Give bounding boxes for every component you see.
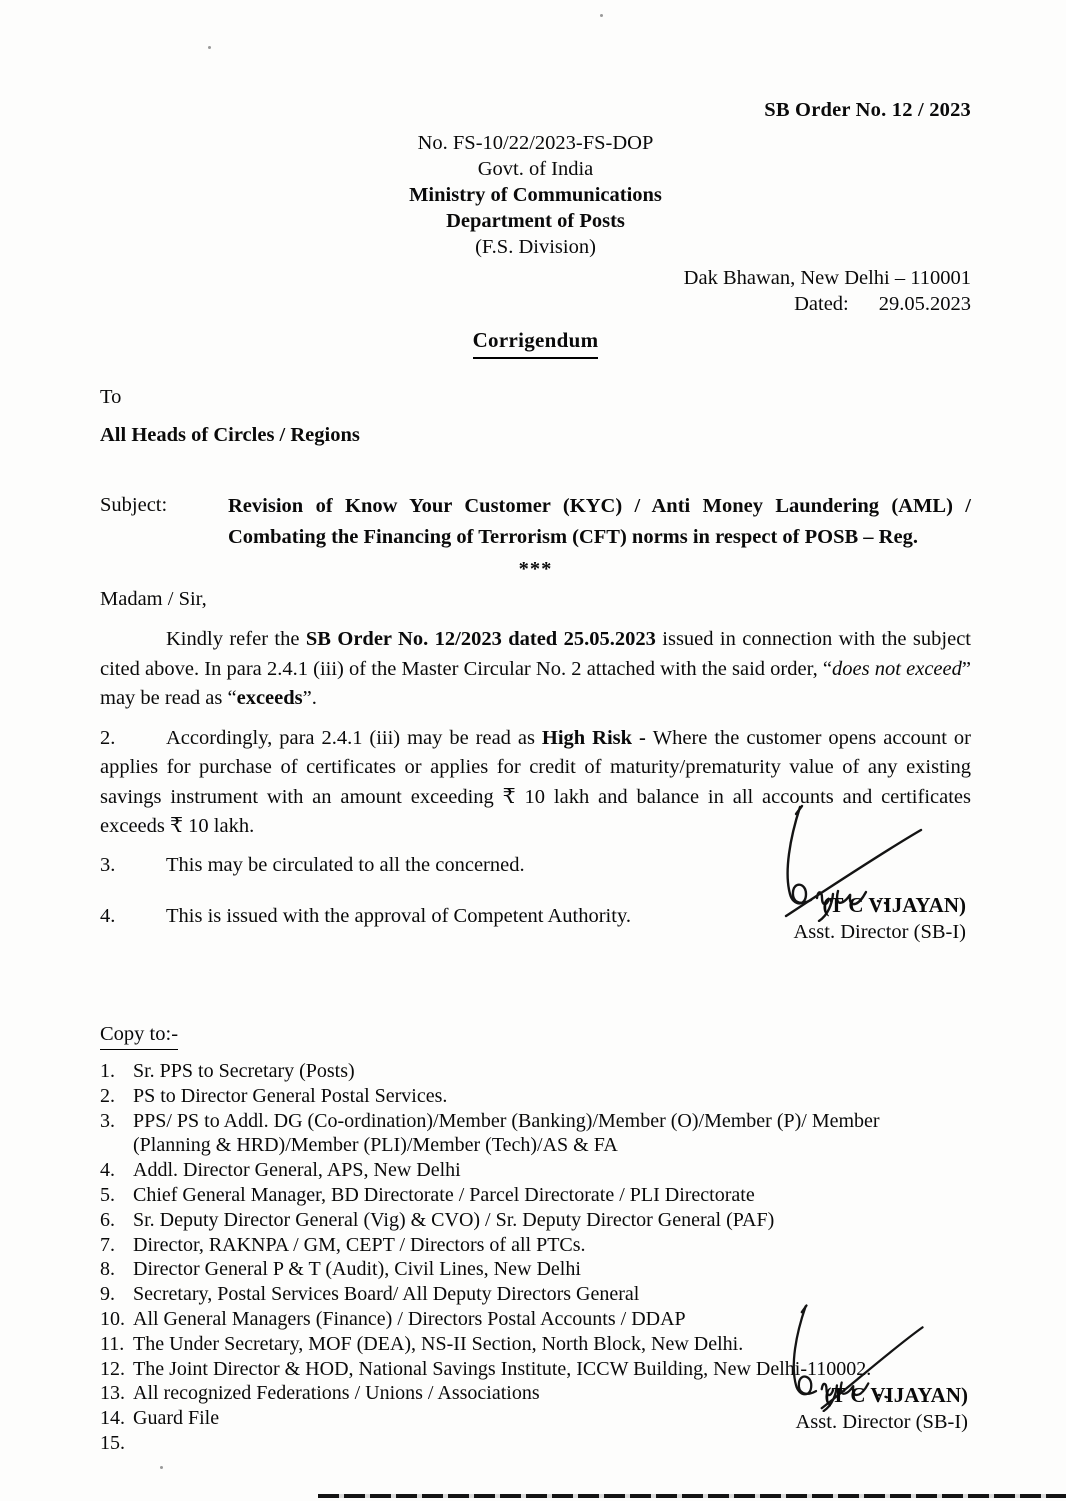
paragraph-3-number: 3. [100,853,116,876]
scan-speckle [600,14,603,17]
paragraph-1: Kindly refer the SB Order No. 12/2023 dated 25.05.2023 issued in connection with the subject cited above. In para 2.4.1 (iii) of the Master Circular No. 2 attached with the said order, “does not exceed” may be read as “exceeds”. [100,628,971,710]
paragraph-2-number: 2. [100,726,116,749]
paragraph-4: 4. This is issued with the approval of Competent Authority. [100,902,971,932]
list-item: 13. All recognized Federations / Unions / Associations [100,1382,540,1405]
file-number: No. FS-10/22/2023-FS-DOP [417,132,654,155]
list-item: 8. Director General P & T (Audit), Civil Lines, New Delhi [100,1258,581,1281]
date-value: 29.05.2023 [878,293,971,316]
letterhead [100,130,971,260]
date-line [100,291,971,317]
address-block [100,265,971,317]
list-item: 3. PPS/ PS to Addl. DG (Co-ordination)/Member (Banking)/Member (O)/Member (P)/ Member (Planning & HRD)/Member (PLI)/Member (Tech)/AS & FA [100,1109,880,1157]
signature-block-1 [696,800,966,946]
document-title: Corrigendum [100,326,971,359]
scan-speckle [208,46,211,49]
subject-row [100,491,971,553]
subject-text: Revision of Know Your Customer (KYC) / Anti Money Laundering (AML) / Combating the Financing of Terrorism (CFT) norms in respect of POSB – Reg. [228,495,971,549]
list-item: 9. Secretary, Postal Services Board/ All Deputy Directors General [100,1283,640,1306]
list-item: 11. The Under Secretary, MOF (DEA), NS-II Section, North Block, New Delhi. [100,1332,744,1355]
paragraph-4-number: 4. [100,905,116,928]
address-line: Dak Bhawan, New Delhi – 110001 [683,267,971,290]
paragraph-3: 3. This may be circulated to all the concerned. [100,851,971,881]
recipient-line: All Heads of Circles / Regions [100,424,360,447]
list-item: 15. [100,1431,125,1454]
department-line: Department of Posts [446,210,625,233]
list-item: 14. Guard File [100,1407,220,1430]
division-line: (F.S. Division) [475,236,596,259]
list-item: 4. Addl. Director General, APS, New Delhi [100,1159,461,1182]
signatory-name: (T C VIJAYAN) [824,1383,968,1407]
list-item: 2. PS to Director General Postal Services. [100,1084,448,1107]
paragraph-2: 2. Accordingly, para 2.4.1 (iii) may be read as High Risk - Where the customer opens account or applies for purchase of certificates or applies for credit of maturity/prematurity value of any existing savings instrument with an amount exceeding ₹ 10 lakh and balance in all accounts and certificates exceeds ₹ 10 lakh. [100,724,971,842]
list-item: 10. All General Managers (Finance) / Directors Postal Accounts / DDAP [100,1307,686,1330]
list-item: 6. Sr. Deputy Director General (Vig) & CVO) / Sr. Deputy Director General (PAF) [100,1208,775,1231]
signatory-name: (T C VIJAYAN) [822,893,966,917]
ministry-line: Ministry of Communications [409,184,662,207]
list-item: 1. Sr. PPS to Secretary (Posts) [100,1059,355,1082]
list-item: 5. Chief General Manager, BD Directorate / Parcel Directorate / PLI Directorate [100,1183,755,1206]
govt-line: Govt. of India [477,158,594,181]
signatory-title: Asst. Director (SB-I) [795,1411,968,1433]
salutation: Madam / Sir, [100,588,207,611]
date-label: Dated: [794,293,849,316]
separator-stars: *** [518,558,553,581]
order-number: SB Order No. 12 / 2023 [764,99,971,121]
scan-bottom-edge [318,1494,1066,1498]
signature-block-2 [698,1296,968,1436]
subject-label: Subject: [100,494,168,517]
list-item: 12. The Joint Director & HOD, National Savings Institute, ICCW Building, New Delhi-110002. [100,1357,872,1380]
to-label: To [100,385,122,408]
scan-speckle [160,1466,163,1469]
copy-to-heading: Copy to:- [100,1020,971,1050]
signatory-title: Asst. Director (SB-I) [793,921,966,943]
list-item: 7. Director, RAKNPA / GM, CEPT / Directors of all PTCs. [100,1233,586,1256]
